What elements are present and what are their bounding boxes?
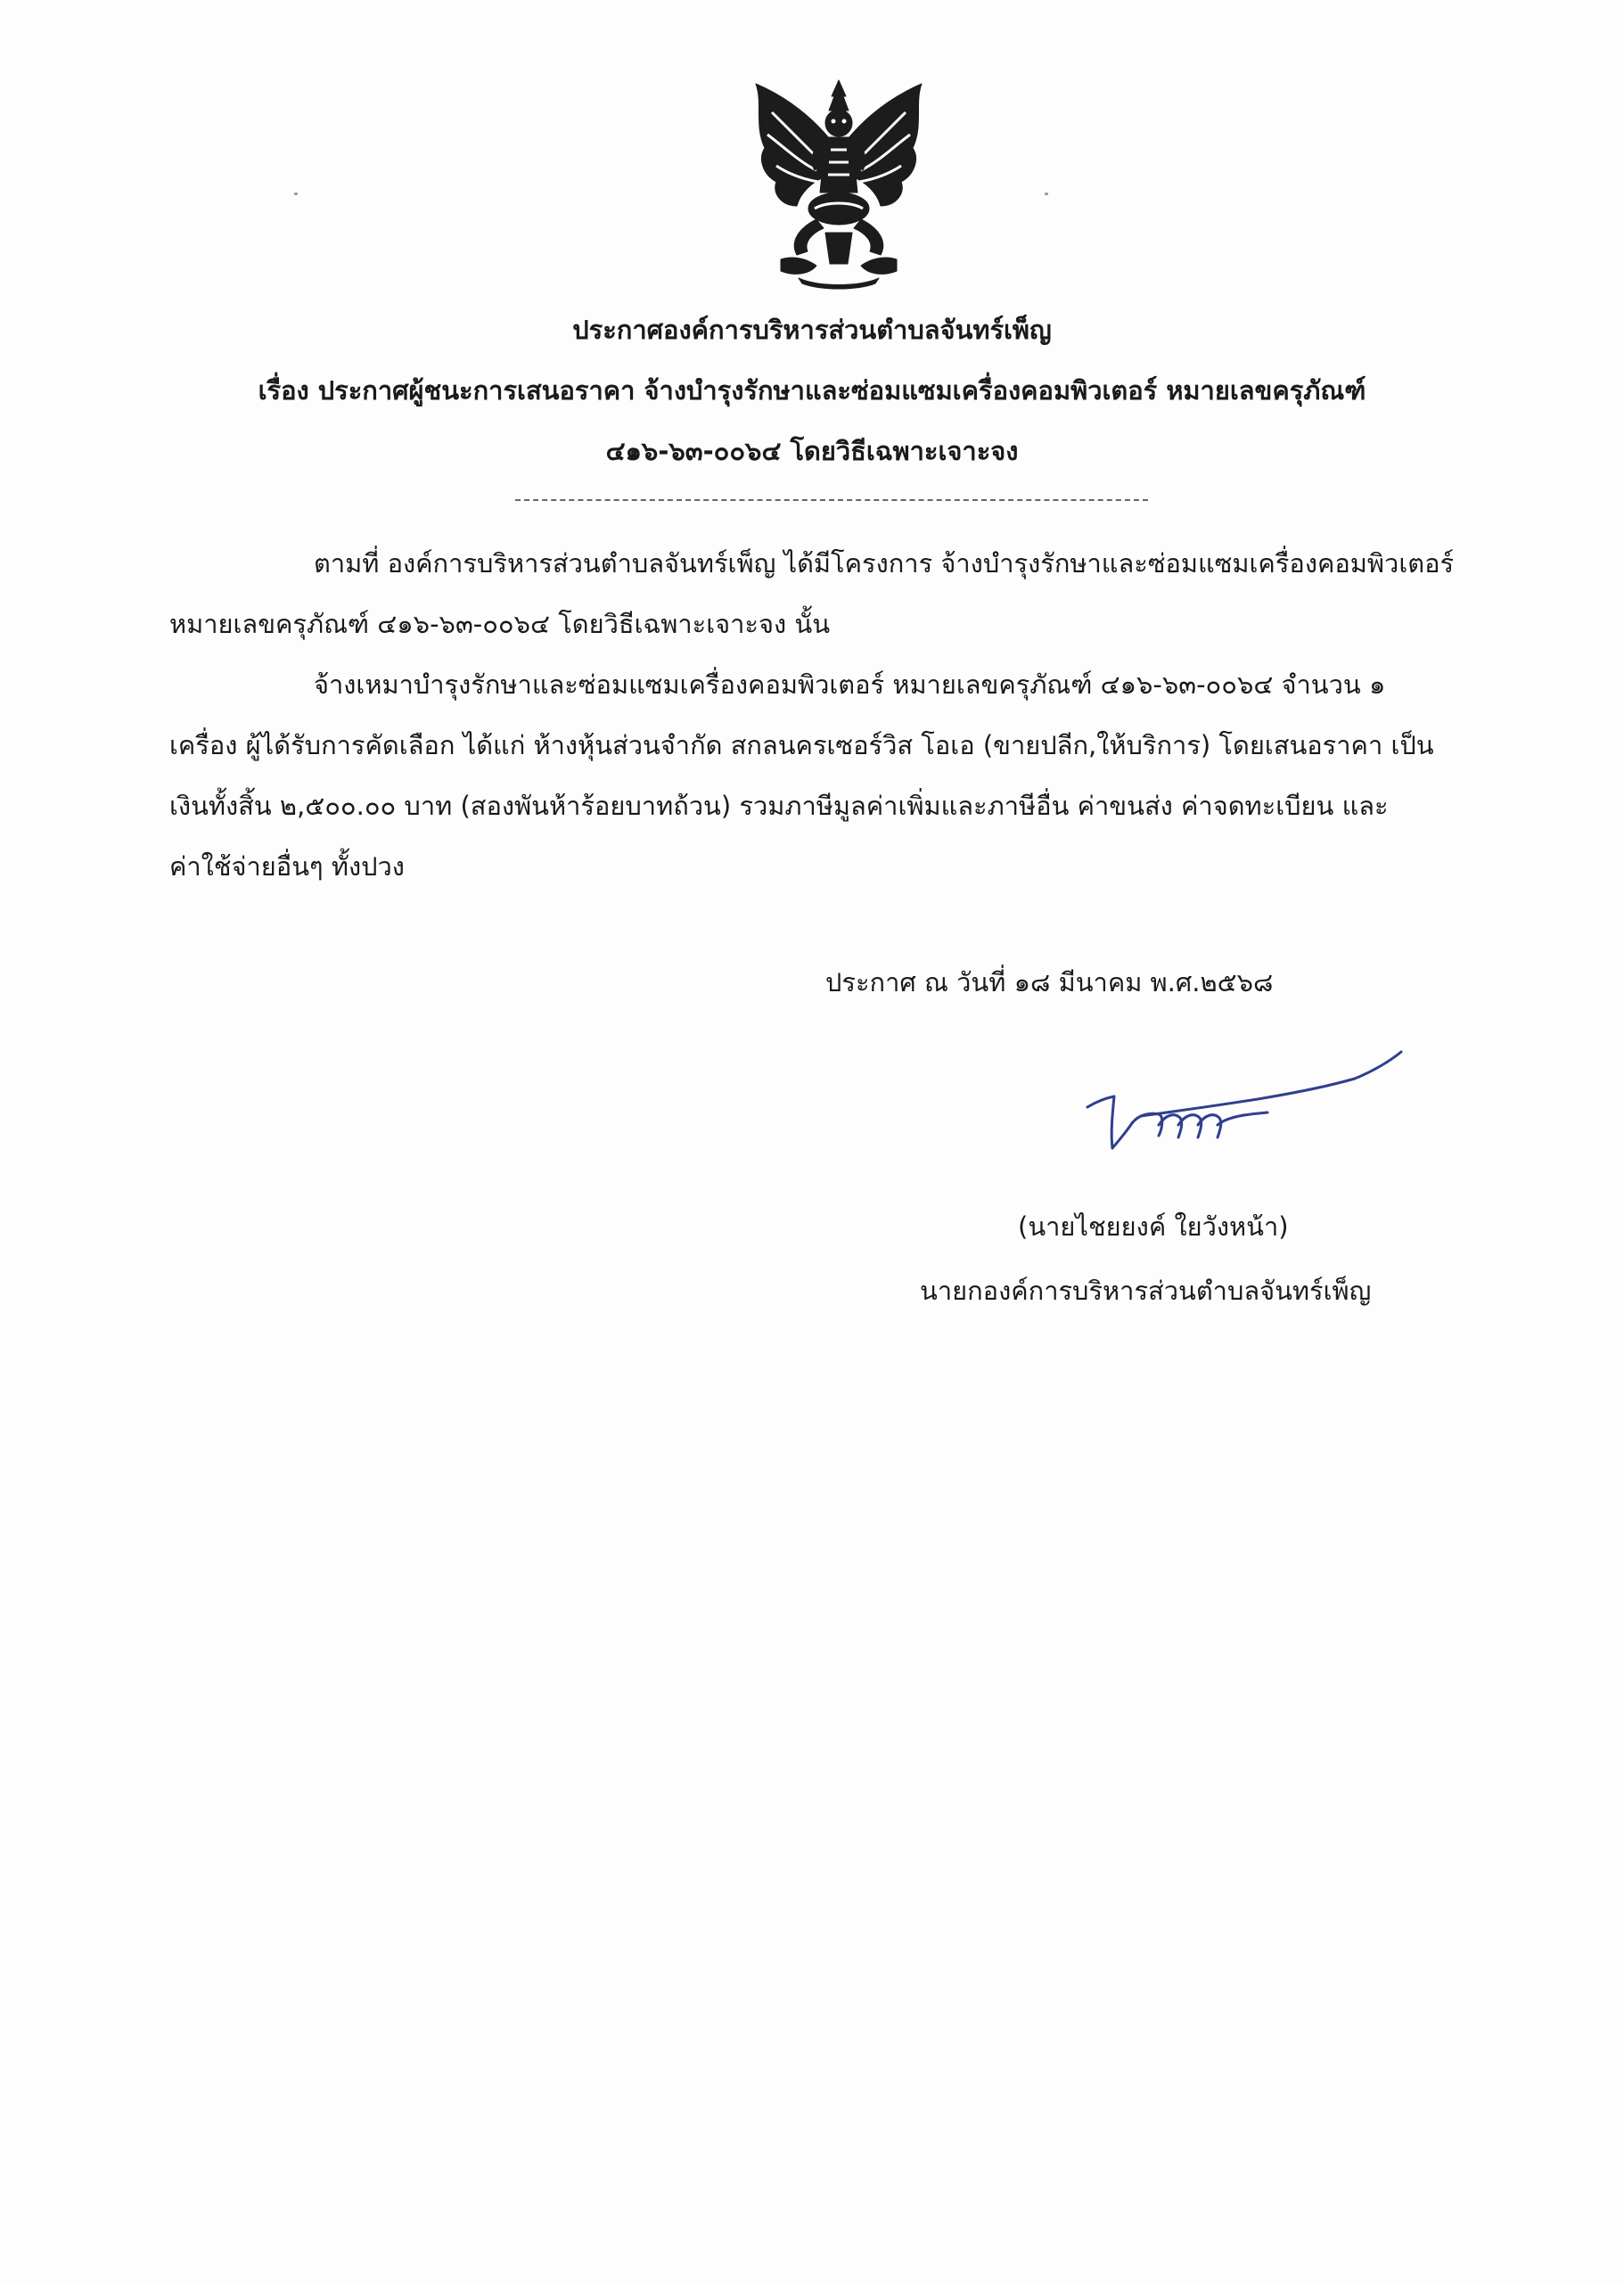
announcement-subject-line-2: ๔๑๖-๖๓-๐๐๖๔ โดยวิธีเฉพาะเจาะจง <box>605 436 1019 466</box>
paragraph-1-line-1: ตามที่ องค์การบริหารส่วนตำบลจันทร์เพ็ญ ได้มีโครงการ จ้างบำรุงรักษาและซ่อมแซมเครื่องคอมพิวเตอร์ <box>314 548 1455 579</box>
scan-speck <box>1045 193 1048 195</box>
announcement-date: ประกาศ ณ วันที่ ๑๘ มีนาคม พ.ศ.๒๕๖๘ <box>825 967 1274 997</box>
paragraph-1-line-2: หมายเลขครุภัณฑ์ ๔๑๖-๖๓-๐๐๖๔ โดยวิธีเฉพาะเจาะจง นั้น <box>169 609 831 639</box>
scan-speck <box>294 193 298 195</box>
garuda-emblem-icon <box>745 77 932 291</box>
signer-name: (นายไชยยงค์ ใยวังหน้า) <box>1018 1211 1289 1242</box>
paragraph-2-line-4: ค่าใช้จ่ายอื่นๆ ทั้งปวง <box>169 851 405 882</box>
paragraph-2-line-2: เครื่อง ผู้ได้รับการคัดเลือก ได้แก่ ห้างหุ้นส่วนจำกัด สกลนครเซอร์วิส โอเอ (ขายปลีก,ให้บริการ) โดยเสนอราคา เป็น <box>169 730 1434 760</box>
divider <box>515 499 1148 501</box>
handwritten-signature <box>1070 1043 1408 1168</box>
announcement-title: ประกาศองค์การบริหารส่วนตำบลจันทร์เพ็ญ <box>572 315 1052 345</box>
signer-position: นายกองค์การบริหารส่วนตำบลจันทร์เพ็ญ <box>920 1276 1372 1306</box>
paragraph-2-line-1: จ้างเหมาบำรุงรักษาและซ่อมแซมเครื่องคอมพิวเตอร์ หมายเลขครุภัณฑ์ ๔๑๖-๖๓-๐๐๖๔ จำนวน ๑ <box>314 669 1386 700</box>
announcement-subject-line-1: เรื่อง ประกาศผู้ชนะการเสนอราคา จ้างบำรุงรักษาและซ่อมแซมเครื่องคอมพิวเตอร์ หมายเลขครุภัณฑ์ <box>258 375 1366 406</box>
paragraph-2-line-3: เงินทั้งสิ้น ๒,๕๐๐.๐๐ บาท (สองพันห้าร้อยบาทถ้วน) รวมภาษีมูลค่าเพิ่มและภาษีอื่น ค่าขนส่ง ค่าจดทะเบียน และ <box>169 791 1389 821</box>
